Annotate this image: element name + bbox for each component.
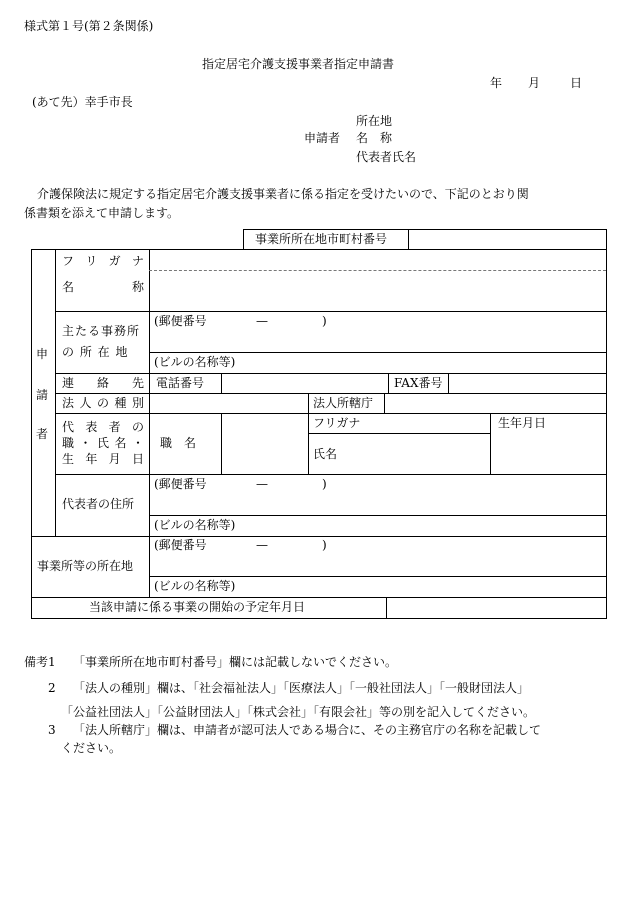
main-office-postal-dash: —	[256, 314, 268, 328]
fax-label: FAX番号	[394, 376, 443, 390]
office-postal-dash: —	[256, 538, 268, 552]
note-2-text-1: 「法人の種別」欄は、「社会福祉法人」「医療法人」「一般社団法人」「一般財団法人」	[73, 681, 530, 695]
rep-address-label: 代表者の住所	[62, 497, 135, 511]
date-day: 日	[570, 76, 583, 90]
applicant-label: 申請者	[304, 131, 341, 145]
intro-line-1: 介護保険法に規定する指定居宅介護支援事業者に係る指定を受けたいので、下記のとおり関	[37, 187, 529, 201]
applicant-location-label: 所在地	[356, 114, 393, 128]
main-office-postal-label: (郵便番号	[154, 314, 207, 328]
applicant-rep-label: 代表者氏名	[356, 150, 417, 164]
note-3-head: 3	[48, 723, 56, 737]
form-number: 様式第１号(第２条関係)	[24, 19, 154, 33]
position-field[interactable]	[224, 416, 304, 471]
applicant-name-label: 名 称	[356, 131, 393, 145]
office-postal-close: )	[322, 538, 327, 552]
rep-furigana-label: フリガナ	[313, 416, 361, 430]
phone-field[interactable]	[224, 375, 384, 391]
note-3-text-2: ください。	[61, 741, 122, 755]
corp-type-label: 法 人 の 種 別	[62, 396, 144, 410]
corp-authority-label: 法人所轄庁	[313, 396, 374, 410]
rep-address-postal-close: )	[322, 477, 327, 491]
note-3-text-1: 「法人所轄庁」欄は、申請者が認可法人である場合に、その主務官庁の名称を記載して	[73, 723, 542, 737]
applicant-side-3: 者	[36, 427, 49, 441]
note-1-text: 「事業所所在地市町村番号」欄には記載しないでください。	[73, 655, 398, 669]
date-month: 月	[528, 76, 541, 90]
date-year: 年	[490, 76, 503, 90]
rep-address-postal-label: (郵便番号	[154, 477, 207, 491]
office-building-label: (ビルの名称等)	[154, 579, 236, 593]
rep-address-postal-dash: —	[256, 477, 268, 491]
applicant-side-1: 申	[36, 347, 49, 361]
main-office-label-1: 主たる事務所	[62, 324, 141, 338]
office-city-code-label: 事業所所在地市町村番号	[255, 232, 388, 246]
start-date-label: 当該申請に係る事業の開始の予定年月日	[89, 600, 306, 614]
note-2-text-2: 「公益社団法人」「公益財団法人」「株式会社」「有限会社」等の別を記入してください。	[61, 705, 536, 719]
position-label: 職 名	[160, 436, 197, 450]
furigana-field[interactable]	[152, 252, 602, 268]
phone-label: 電話番号	[156, 376, 205, 390]
note-1-head: 備考1	[24, 655, 56, 669]
intro-line-2: 係書類を添えて申請します。	[24, 206, 180, 220]
birth-label: 生年月日	[498, 416, 547, 430]
office-city-code-field[interactable]	[412, 233, 602, 247]
rep-label-2: 職 ・ 氏 名 ・	[62, 436, 144, 450]
office-location-label: 事業所等の所在地	[37, 559, 134, 573]
rep-label-3: 生 年 月 日	[62, 452, 144, 466]
name-field[interactable]	[152, 273, 602, 309]
applicant-side-2: 請	[36, 388, 49, 402]
corp-type-field[interactable]	[152, 395, 304, 411]
note-2-head: 2	[48, 681, 56, 695]
document-title: 指定居宅介護支援事業者指定申請書	[202, 57, 395, 71]
rep-name-label: 氏名	[313, 447, 338, 461]
fax-field[interactable]	[451, 375, 603, 391]
start-date-field[interactable]	[390, 599, 602, 616]
main-office-label-2: の 所 在 地	[62, 345, 129, 359]
rep-label-1: 代 表 者 の	[62, 420, 144, 434]
corp-authority-field[interactable]	[387, 395, 603, 411]
name-label: 名 称	[62, 280, 144, 294]
main-office-postal-close: )	[322, 314, 327, 328]
addressee: (あて先）幸手市長	[32, 95, 133, 109]
furigana-label: フ リ ガ ナ	[62, 254, 144, 268]
rep-address-building-label: (ビルの名称等)	[154, 518, 236, 532]
contact-label: 連 絡 先	[62, 376, 144, 390]
main-office-building-label: (ビルの名称等)	[154, 355, 236, 369]
office-postal-label: (郵便番号	[154, 538, 207, 552]
